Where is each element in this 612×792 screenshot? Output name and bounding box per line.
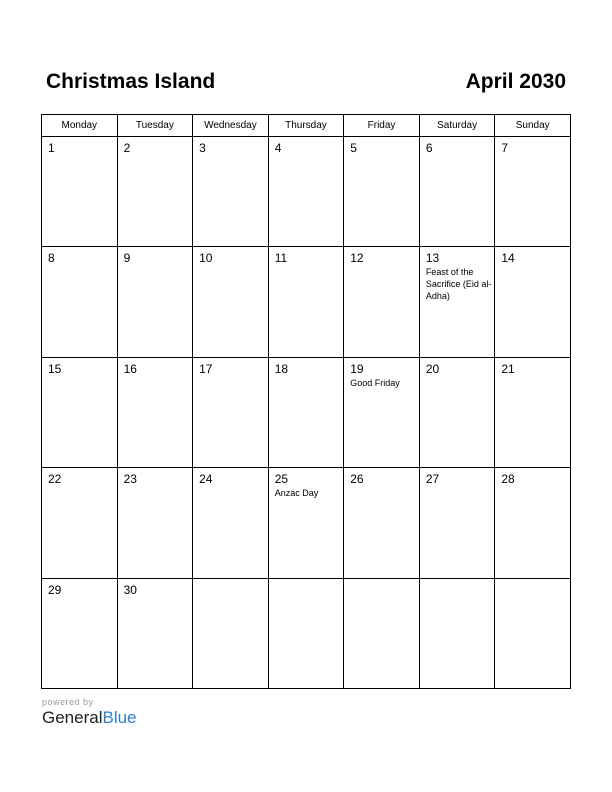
day-number: 20	[425, 361, 440, 376]
holiday-label: Anzac Day	[274, 488, 319, 499]
powered-by-label: powered by	[42, 697, 94, 707]
day-number: 15	[48, 361, 62, 376]
day-number: 26	[350, 472, 364, 487]
day-cell	[268, 357, 344, 467]
day-cell	[268, 578, 344, 688]
day-cell	[117, 137, 193, 247]
brand-blue: Blue	[102, 708, 137, 727]
day-cell	[344, 578, 420, 688]
day-cell	[419, 137, 495, 247]
weekday-header: Sunday	[495, 115, 571, 137]
day-number: 3	[199, 141, 206, 155]
day-number: 22	[48, 472, 62, 487]
day-number: 8	[48, 251, 55, 266]
day-cell	[193, 137, 269, 247]
holiday-label: Good Friday	[350, 377, 400, 388]
day-cell	[193, 357, 269, 467]
country-title: Christmas Island	[46, 70, 216, 93]
day-cell	[268, 247, 344, 357]
day-number: 9	[123, 251, 131, 266]
generalblue-logo	[42, 708, 137, 728]
day-cell	[344, 137, 420, 247]
day-cell	[344, 357, 420, 467]
day-number: 1	[48, 141, 55, 155]
weekday-header: Wednesday	[193, 115, 269, 137]
day-cell	[117, 468, 193, 578]
weekday-header-row	[42, 115, 571, 137]
day-number: 4	[274, 141, 282, 155]
day-cell	[419, 247, 495, 357]
day-number: 23	[123, 472, 137, 487]
day-cell	[193, 468, 269, 578]
week-row	[42, 578, 571, 688]
day-number: 5	[350, 141, 357, 155]
day-cell	[42, 468, 118, 578]
weekday-header: Friday	[344, 115, 420, 137]
day-cell	[117, 247, 193, 357]
day-cell	[117, 357, 193, 467]
day-cell	[42, 357, 118, 467]
calendar-grid	[41, 114, 571, 689]
week-row	[42, 247, 571, 357]
day-cell	[344, 468, 420, 578]
day-cell	[495, 137, 571, 247]
day-number: 18	[274, 361, 289, 376]
day-cell	[268, 137, 344, 247]
day-number: 27	[425, 472, 440, 487]
day-number: 11	[274, 251, 288, 266]
weekday-header: Tuesday	[117, 115, 193, 137]
day-cell	[42, 247, 118, 357]
day-number: 16	[123, 361, 137, 376]
day-cell	[495, 578, 571, 688]
day-cell	[268, 468, 344, 578]
day-cell	[419, 578, 495, 688]
day-cell	[495, 357, 571, 467]
day-cell	[117, 578, 193, 688]
day-number: 25	[274, 472, 289, 487]
day-number: 10	[199, 251, 213, 266]
day-cell	[495, 247, 571, 357]
day-cell	[419, 468, 495, 578]
day-number: 7	[501, 141, 509, 155]
day-cell	[495, 468, 571, 578]
day-number: 28	[501, 472, 515, 487]
day-number: 19	[350, 361, 364, 376]
weekday-header: Thursday	[268, 115, 344, 137]
day-number: 6	[425, 141, 433, 155]
day-cell	[193, 578, 269, 688]
day-number: 21	[501, 361, 515, 376]
day-cell	[193, 247, 269, 357]
day-number: 17	[199, 361, 213, 376]
day-cell	[344, 247, 420, 357]
week-row	[42, 357, 571, 467]
day-number: 13	[425, 251, 440, 266]
day-cell	[419, 357, 495, 467]
day-number: 30	[123, 582, 137, 597]
week-row	[42, 137, 571, 247]
day-number: 14	[501, 251, 515, 266]
month-title: April 2030	[465, 70, 566, 93]
day-number: 2	[123, 141, 131, 155]
day-cell	[42, 578, 118, 688]
calendar-header	[46, 70, 566, 100]
week-row	[42, 468, 571, 578]
holiday-label: Feast of the Sacrifice (Eid al-Adha)	[425, 267, 492, 302]
weekday-header: Saturday	[419, 115, 495, 137]
day-number: 29	[48, 582, 62, 597]
weekday-header: Monday	[42, 115, 118, 137]
day-number: 12	[350, 251, 364, 266]
brand-general: General	[42, 708, 103, 727]
footer	[42, 697, 137, 728]
day-cell	[42, 137, 118, 247]
day-number: 24	[199, 472, 213, 487]
